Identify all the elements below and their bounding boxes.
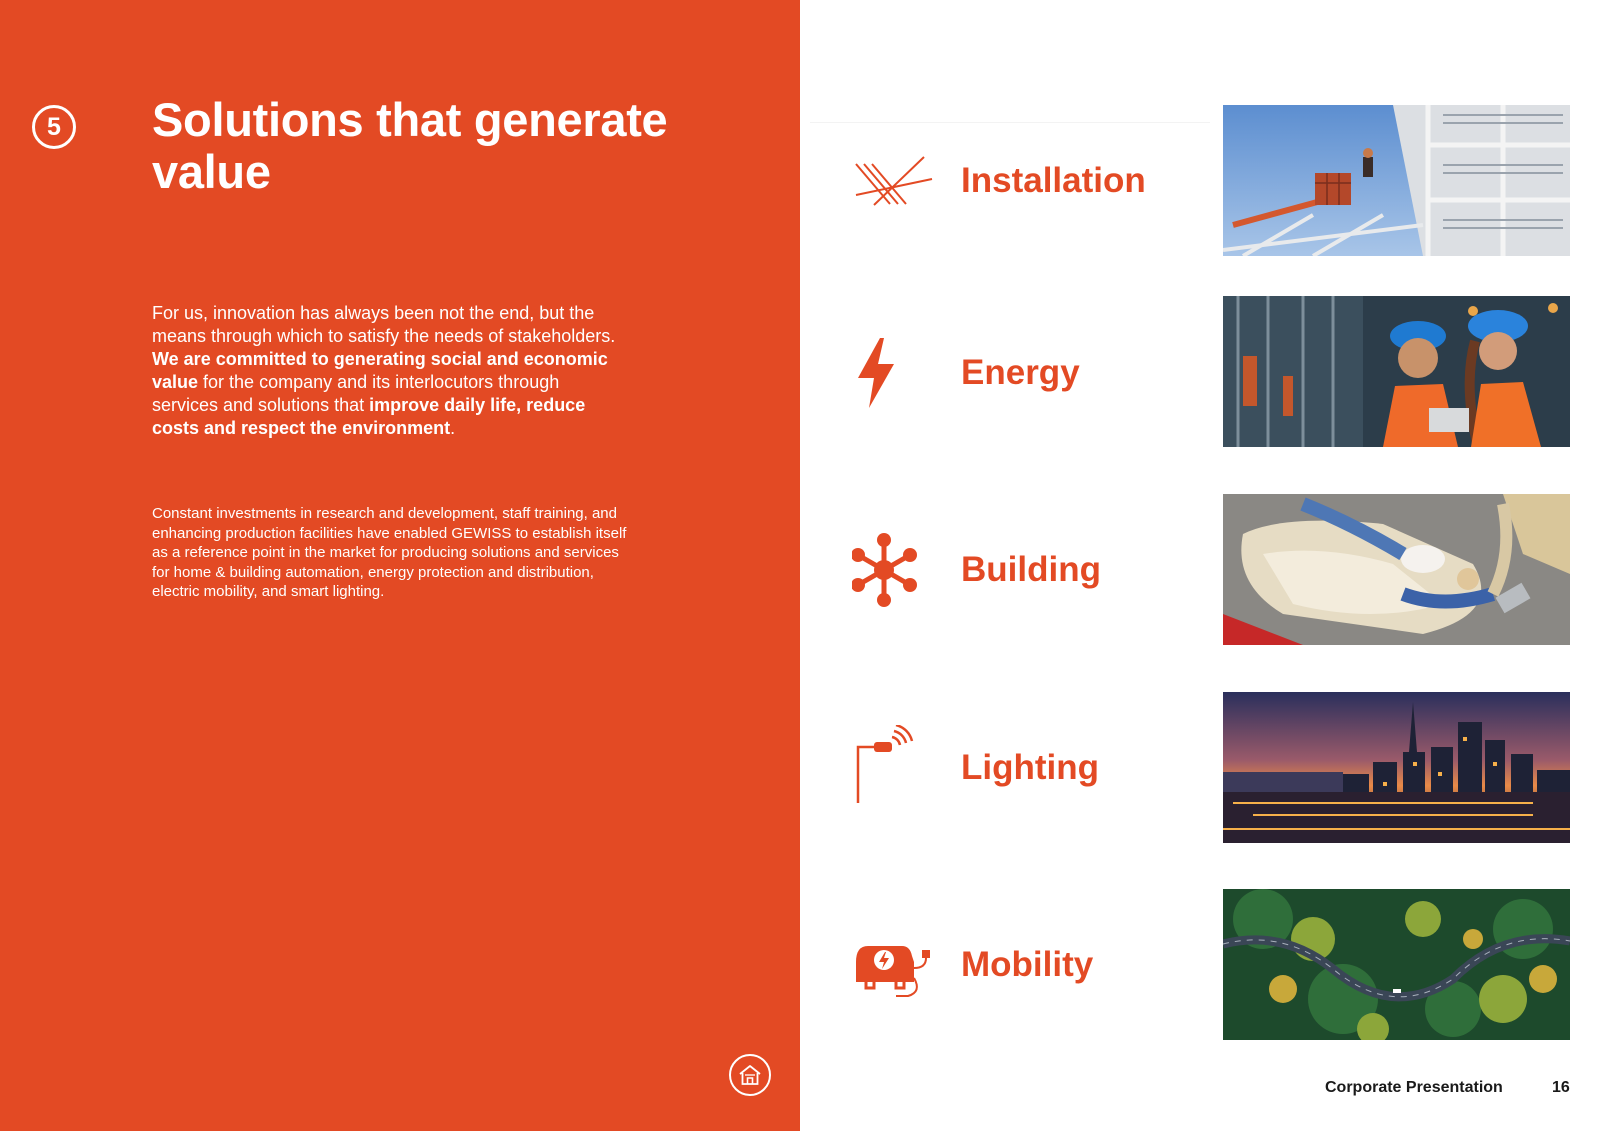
home-icon <box>738 1064 762 1086</box>
intro-text-1: For us, innovation has always been not the end, but the means through which to satisfy the needs of stakeholders. <box>152 303 616 346</box>
solution-label-mobility: Mobility <box>961 945 1094 984</box>
home-button[interactable] <box>729 1054 771 1096</box>
solution-label-building: Building <box>961 550 1101 589</box>
street-lamp-icon <box>852 725 936 809</box>
section-number-badge <box>32 105 76 149</box>
detail-paragraph: Constant investments in research and development, staff training, and enhancing production facilities have enabled GEWISS to establish itself as a reference point in the market for producing solutions and services for home & building automation, energy protection and distribution, electric mobility, and smart lighting. <box>152 505 627 601</box>
lightning-bolt-icon <box>852 330 936 414</box>
intro-bold-1: We are committed to generating social and economic value <box>152 349 608 392</box>
crossed-lines-icon <box>852 139 936 223</box>
worker-on-aerial-lift-photo <box>1223 105 1570 256</box>
forest-road-aerial-photo <box>1223 889 1570 1040</box>
page-title: Solutions that generate value <box>152 93 668 198</box>
intro-text-3: . <box>450 418 456 438</box>
solution-label-lighting: Lighting <box>961 748 1100 787</box>
section-number: 5 <box>47 112 61 141</box>
network-nodes-icon <box>852 528 936 612</box>
solution-label-energy: Energy <box>961 353 1080 392</box>
footer-title: Corporate Presentation <box>1325 1079 1503 1096</box>
top-divider <box>810 122 1210 123</box>
ev-charging-car-icon <box>852 922 936 1006</box>
intro-bold-2: improve daily life, reduce costs and respect the environment <box>152 395 586 438</box>
page-number: 16 <box>1552 1079 1570 1096</box>
solution-label-installation: Installation <box>961 161 1146 200</box>
city-skyline-at-dusk-photo <box>1223 692 1570 843</box>
intro-paragraph <box>152 302 622 440</box>
engineers-in-control-room-photo <box>1223 296 1570 447</box>
people-relaxing-on-sofa-photo <box>1223 494 1570 645</box>
intro-text-2: for the company and its interlocutors through services and solutions that <box>152 372 560 415</box>
